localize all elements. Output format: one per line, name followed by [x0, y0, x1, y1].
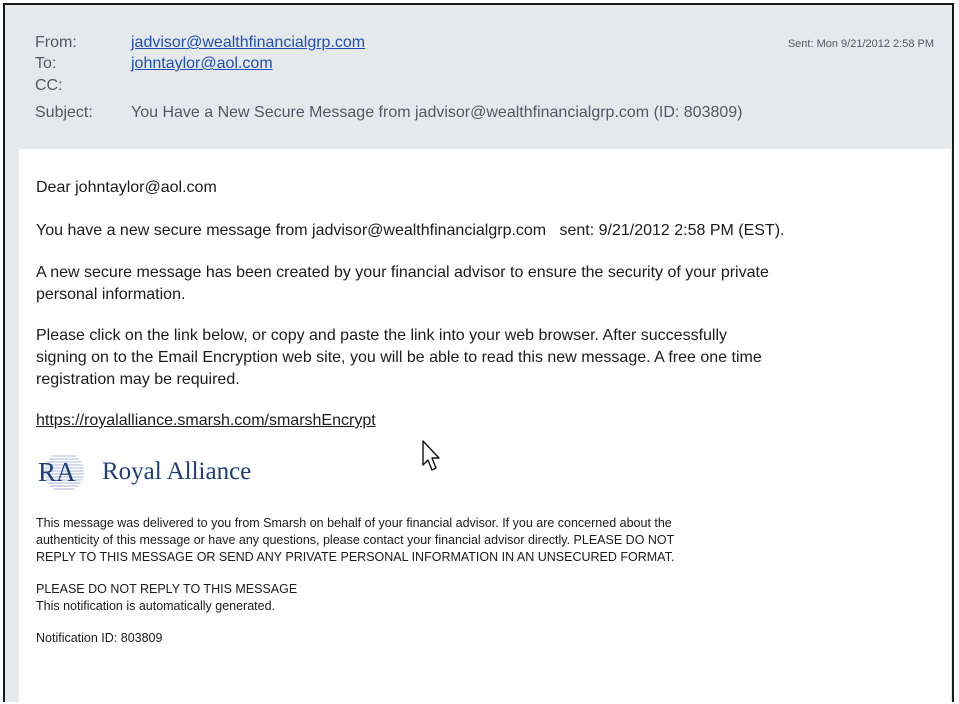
- mouse-pointer-icon: [421, 439, 443, 473]
- royal-alliance-logo: [34, 448, 294, 496]
- to-value[interactable]: [131, 55, 273, 73]
- auto-generated-line: This notification is automatically generated.: [36, 599, 276, 613]
- notification-id: Notification ID: 803809: [36, 631, 163, 645]
- disclaimer-line-2: authenticity of this message or have any questions, please contact your financial advisor directly. PLEASE DO NOT: [36, 533, 675, 547]
- email-window: [3, 3, 954, 702]
- from-label: From:: [35, 34, 77, 51]
- from-email-link[interactable]: jadvisor@wealthfinancialgrp.com: [131, 34, 366, 51]
- paragraph-instructions-line-1: Please click on the link below, or copy and paste the link into your web browser. After successfully: [36, 327, 728, 344]
- sent-timestamp: Sent: Mon 9/21/2012 2:58 PM: [787, 38, 934, 50]
- to-email-link[interactable]: johntaylor@aol.com: [131, 55, 273, 72]
- paragraph-security-line-2: personal information.: [36, 286, 186, 303]
- disclaimer-line-3: REPLY TO THIS MESSAGE OR SEND ANY PRIVATE PERSONAL INFORMATION IN AN UNSECURED FORMAT.: [36, 550, 675, 564]
- paragraph-instructions-line-3: registration may be required.: [36, 371, 240, 388]
- cc-label: CC:: [35, 77, 63, 94]
- logo-mark-text: RA: [38, 457, 76, 487]
- email-header: [5, 5, 952, 145]
- do-not-reply-line: PLEASE DO NOT REPLY TO THIS MESSAGE: [36, 582, 298, 596]
- secure-message-link[interactable]: https://royalalliance.smarsh.com/smarshEncrypt: [36, 412, 376, 429]
- to-label: To:: [35, 55, 57, 72]
- logo-text: Royal Alliance: [102, 458, 252, 485]
- disclaimer-line-1: This message was delivered to you from Smarsh on behalf of your financial advisor. If you are concerned about the: [36, 516, 672, 530]
- ra-logo-mark-icon: [34, 448, 98, 496]
- from-value[interactable]: [131, 34, 365, 52]
- paragraph-instructions-line-2: signing on to the Email Encryption web site, you will be able to read this new message. A free one time: [36, 349, 762, 366]
- greeting: Dear johntaylor@aol.com: [36, 179, 217, 196]
- message-intro: You have a new secure message from jadvisor@wealthfinancialgrp.com sent: 9/21/2012 2:58 PM (EST).: [36, 222, 785, 239]
- subject-label: Subject:: [35, 104, 93, 121]
- message-body: [19, 149, 951, 704]
- subject-value: You Have a New Secure Message from jadvisor@wealthfinancialgrp.com (ID: 803809): [131, 104, 743, 121]
- paragraph-security-line-1: A new secure message has been created by your financial advisor to ensure the security of your private: [36, 264, 769, 281]
